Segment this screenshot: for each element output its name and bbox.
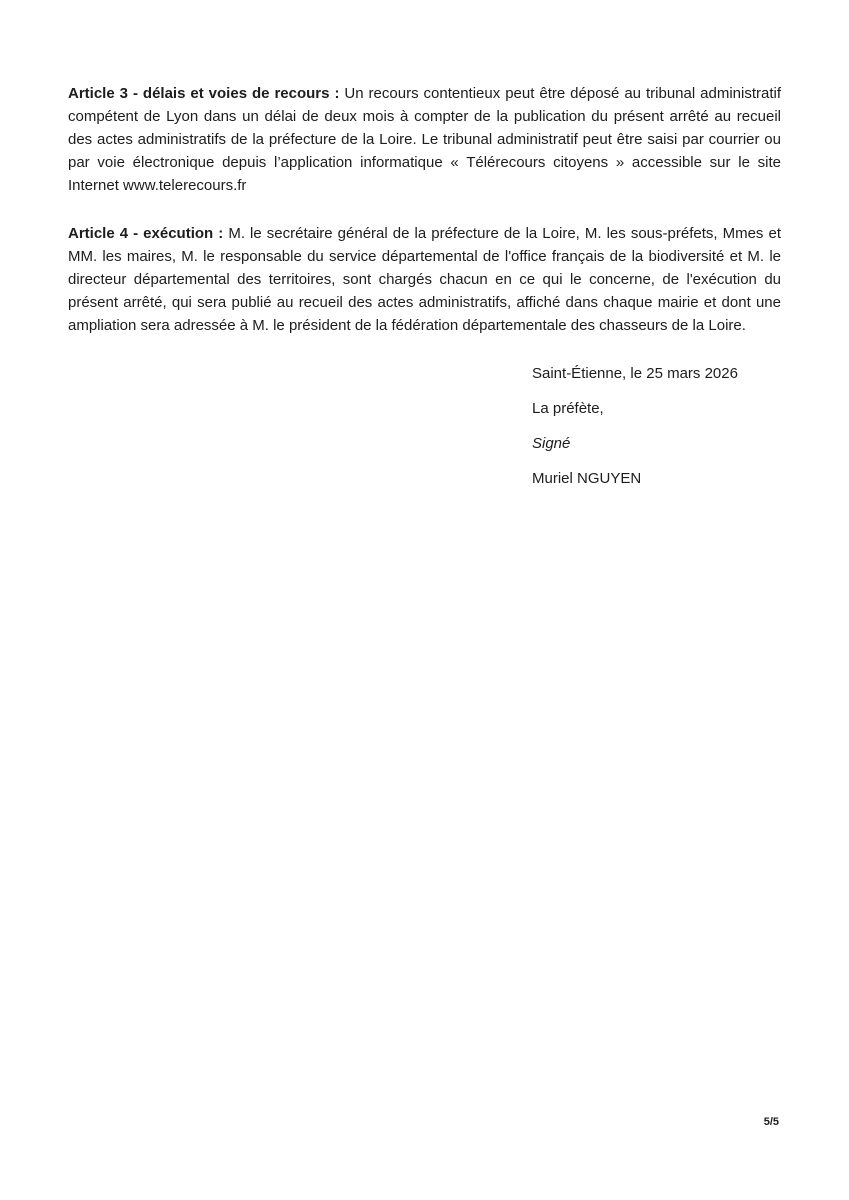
signature-name: Muriel NGUYEN	[532, 470, 642, 487]
article-3-paragraph	[68, 82, 781, 197]
document-body	[68, 82, 781, 362]
article-4-text: M. le secrétaire général de la préfecture de la Loire, M. les sous-préfets, Mmes et MM. les maires, M. le responsable du service départemental de l'office français de la biodiversité et M. le directeur départemental des territoires, sont chargés chacun en ce qui le concerne, de l'exécution du présent arrêté, qui sera publié au recueil des actes administratifs, affiché dans chaque mairie et dont une ampliation sera adressée à M. le président de la fédération départementale des chasseurs de la Loire.	[68, 225, 781, 334]
page-number: 5/5	[763, 1116, 779, 1128]
signature-title: La préfète,	[532, 400, 604, 417]
signature-signed: Signé	[532, 435, 571, 452]
article-3-text: Un recours contentieux peut être déposé au tribunal administratif compétent de Lyon dans un délai de deux mois à compter de la publication du présent arrêté au recueil des actes administratifs de la préfecture de la Loire. Le tribunal administratif peut être saisi par courrier ou par voie électronique depuis l’application informatique « Télérecours citoyens » accessible sur le site Internet	[68, 85, 781, 194]
article-4-paragraph	[68, 222, 781, 337]
telerecours-url: www.telerecours.fr	[123, 177, 247, 194]
article-3-heading: Article 3 - délais et voies de recours :	[68, 85, 340, 102]
signature-place-date: Saint-Étienne, le 25 mars 2026	[532, 365, 738, 382]
signature-block	[532, 362, 738, 502]
article-4-heading: Article 4 - exécution :	[68, 225, 224, 242]
